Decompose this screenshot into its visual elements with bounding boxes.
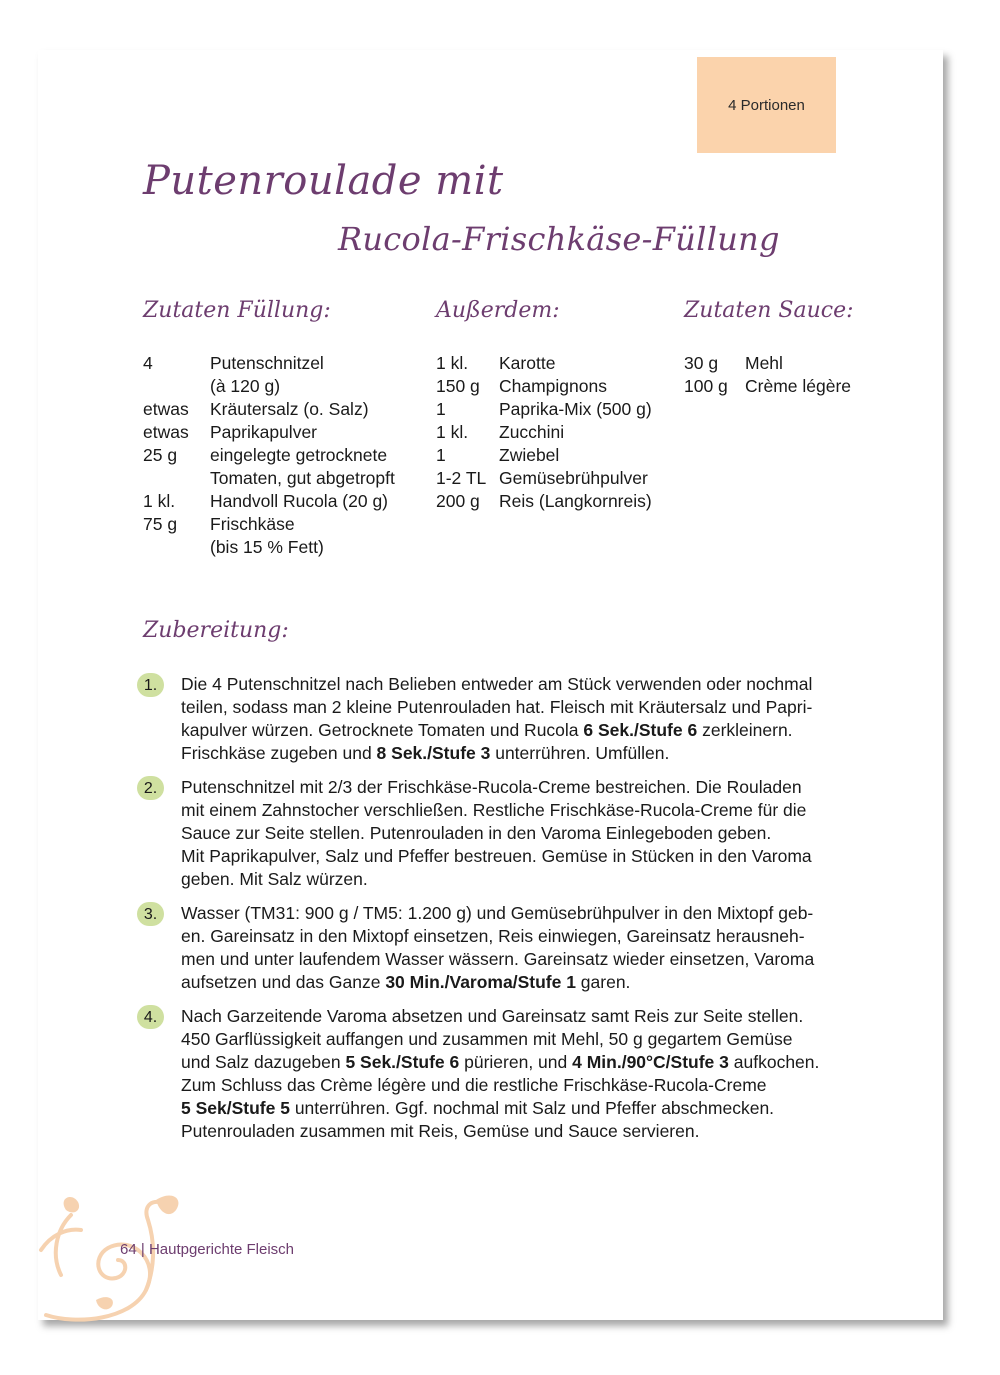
portions-label: 4 Portionen	[728, 96, 805, 114]
ingredient-row	[143, 536, 395, 559]
ingredient-row	[684, 375, 851, 398]
ingredient-name: Tomaten, gut abgetropft	[210, 468, 395, 488]
step-text-line: Frischkäse zugeben und 8 Sek./Stufe 3 unterrühren. Umfüllen.	[181, 743, 670, 763]
step-number-badge: 4.	[137, 1005, 164, 1029]
ingredient-name: Crème légère	[745, 376, 852, 396]
step-text-line: kapulver würzen. Getrocknete Tomaten und Rucola 6 Sek./Stufe 6 zerkleinern.	[181, 720, 793, 740]
preparation-step	[137, 902, 877, 994]
ingredient-row	[143, 375, 395, 398]
ingredient-name: Kräutersalz (o. Salz)	[210, 399, 369, 419]
ingredient-name: Reis (Langkornreis)	[499, 491, 652, 511]
ingredient-qty: etwas	[143, 399, 189, 419]
ingredient-row	[436, 444, 652, 467]
step-text-line: mit einem Zahnstocher verschließen. Restliche Frischkäse-Rucola-Creme für die	[181, 800, 807, 820]
ingredient-qty: 30 g	[684, 353, 719, 373]
step-text-line: geben. Mit Salz würzen.	[181, 869, 368, 889]
step-text-line: Nach Garzeitende Varoma absetzen und Gareinsatz samt Reis zur Seite stellen.	[181, 1006, 804, 1026]
recipe-title-line1: Putenroulade mit	[143, 158, 504, 204]
step-text-line: Sauce zur Seite stellen. Putenrouladen in den Varoma Einlegeboden geben.	[181, 823, 772, 843]
sauce-heading: Zutaten Sauce:	[684, 298, 854, 323]
ingredient-name: Champignons	[499, 376, 607, 396]
step-text-line: men und unter laufendem Wasser wässern. Gareinsatz wieder einsetzen, Varoma	[181, 949, 815, 969]
ingredient-row	[436, 352, 652, 375]
ingredient-row	[143, 398, 395, 421]
step-text-line: und Salz dazugeben 5 Sek./Stufe 6 pürieren, und 4 Min./90°C/Stufe 3 aufkochen.	[181, 1052, 820, 1072]
step-text-line: Wasser (TM31: 900 g / TM5: 1.200 g) und Gemüsebrühpulver in den Mixtopf geb-	[181, 903, 814, 923]
ingredient-qty	[143, 375, 210, 398]
ingredient-row	[436, 467, 652, 490]
step-text-line: aufsetzen und das Ganze 30 Min./Varoma/Stufe 1 garen.	[181, 972, 631, 992]
ingredient-name: Zucchini	[499, 422, 565, 442]
ingredient-name: Handvoll Rucola (20 g)	[210, 491, 389, 511]
step-number-badge: 1.	[137, 673, 164, 697]
ingredient-qty: 150 g	[436, 376, 480, 396]
preparation-steps	[137, 673, 877, 1154]
ingredient-row	[436, 490, 652, 513]
ingredient-qty: 1 kl.	[143, 491, 176, 511]
ingredient-qty: etwas	[143, 422, 189, 442]
step-text-line: en. Gareinsatz in den Mixtopf einsetzen, Reis einwiegen, Gareinsatz herausneh-	[181, 926, 805, 946]
ingredient-name: Mehl	[745, 353, 783, 373]
ingredient-row	[143, 444, 395, 467]
page-footer	[120, 1241, 294, 1258]
ingredient-row	[143, 513, 395, 536]
step-text-line: teilen, sodass man 2 kleine Putenrouladen hat. Fleisch mit Kräutersalz und Papri-	[181, 697, 813, 717]
ingredient-qty: 1-2 TL	[436, 468, 487, 488]
step-text-line: 5 Sek/Stufe 5 unterrühren. Ggf. nochmal mit Salz und Pfeffer abschmecken.	[181, 1098, 775, 1118]
ingredient-qty: 1 kl.	[436, 353, 469, 373]
preparation-step	[137, 673, 877, 765]
step-number-badge: 3.	[137, 902, 164, 926]
ingredient-name: Paprika-Mix (500 g)	[499, 399, 652, 419]
ingredient-qty	[143, 467, 210, 490]
ingredient-name: (bis 15 % Fett)	[210, 537, 324, 557]
ingredient-name: Paprikapulver	[210, 422, 317, 442]
preparation-step	[137, 776, 877, 891]
ingredient-row	[436, 375, 652, 398]
step-number-badge: 2.	[137, 776, 164, 800]
portions-badge	[697, 57, 836, 153]
ingredient-qty: 1	[436, 445, 446, 465]
recipe-title-line2: Rucola-Frischkäse-Füllung	[338, 220, 780, 258]
ingredient-name: Frischkäse	[210, 514, 295, 534]
ingredient-name: Gemüsebrühpulver	[499, 468, 648, 488]
ingredient-qty: 1 kl.	[436, 422, 469, 442]
ingredient-row	[143, 421, 395, 444]
step-text-line: 450 Garflüssigkeit auffangen und zusammen mit Mehl, 50 g gegartem Gemüse	[181, 1029, 793, 1049]
additional-heading: Außerdem:	[436, 298, 560, 323]
ingredient-qty	[143, 536, 210, 559]
step-text-line: Putenrouladen zusammen mit Reis, Gemüse und Sauce servieren.	[181, 1121, 700, 1141]
step-text-line: Mit Paprikapulver, Salz und Pfeffer bestreuen. Gemüse in Stücken in den Varoma	[181, 846, 812, 866]
additional-ingredients	[436, 352, 652, 513]
ingredient-name: Karotte	[499, 353, 556, 373]
filling-ingredients	[143, 352, 395, 559]
page-number: 64	[120, 1241, 137, 1258]
ingredient-row	[143, 467, 395, 490]
preparation-heading: Zubereitung:	[143, 618, 289, 643]
ingredient-qty: 100 g	[684, 376, 728, 396]
ingredient-name: Zwiebel	[499, 445, 560, 465]
ingredient-name: eingelegte getrocknete	[210, 445, 388, 465]
ingredient-qty: 75 g	[143, 514, 178, 534]
step-text-line: Die 4 Putenschnitzel nach Belieben entweder am Stück verwenden oder nochmal	[181, 674, 813, 694]
step-text-line: Zum Schluss das Crème légère und die restliche Frischkäse-Rucola-Creme	[181, 1075, 767, 1095]
ingredient-qty: 4	[143, 353, 153, 373]
ingredient-qty: 25 g	[143, 445, 178, 465]
footer-separator: |	[140, 1241, 145, 1258]
sauce-ingredients	[684, 352, 851, 398]
ingredient-row	[436, 421, 652, 444]
step-text-line: Putenschnitzel mit 2/3 der Frischkäse-Rucola-Creme bestreichen. Die Rouladen	[181, 777, 802, 797]
ingredient-name: Putenschnitzel	[210, 353, 324, 373]
ingredient-row	[143, 490, 395, 513]
preparation-step	[137, 1005, 877, 1143]
ingredient-name: (à 120 g)	[210, 376, 281, 396]
decorative-swirl-icon	[36, 1190, 186, 1330]
ingredient-row	[143, 352, 395, 375]
ingredient-qty: 200 g	[436, 491, 480, 511]
ingredient-qty: 1	[436, 399, 446, 419]
ingredient-row	[684, 352, 851, 375]
footer-section: Hautpgerichte Fleisch	[148, 1241, 295, 1258]
filling-heading: Zutaten Füllung:	[143, 298, 331, 323]
ingredient-row	[436, 398, 652, 421]
